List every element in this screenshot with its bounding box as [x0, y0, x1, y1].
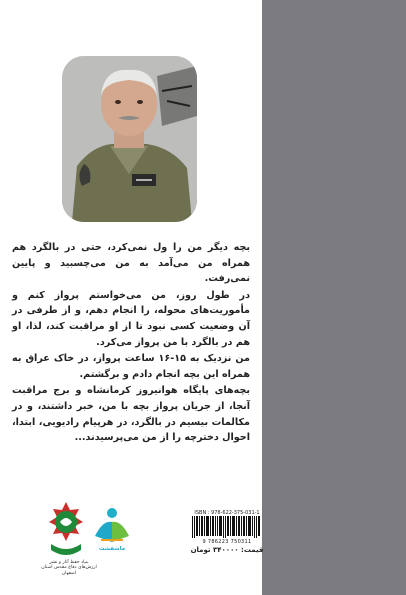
excerpt-paragraph: من نزدیک به ۱۵-۱۶ ساعت پرواز، در خاک عراق به همراه این بچه انجام دادم و برگشتم.	[12, 353, 250, 380]
excerpt-paragraph: در طول روز، من می‌خواستم پرواز کنم و مأموریت‌های محوله، را انجام دهم، و از طرفی در آن وضعیت کسی نبود تا از او مراقبت کند، لذا، او هم در بالگرد با من پرواز می‌کرد.	[12, 289, 250, 348]
barcode-icon	[191, 516, 261, 538]
foundation-logo-caption: بنیاد حفظ آثار و نشر ارزش‌های دفاع مقدس استان اصفهان	[41, 560, 97, 576]
excerpt-paragraph: بچه‌های پایگاه هوانیروز کرمانشاه و برج مراقبت آنجا، از جریان پرواز بچه با من، خبر داشتند، و در مکالمات بیسیم در بالگرد، در هرپیام رادیویی، ابتدا، احوال دخترچه را از من می‌پرسیدند...	[12, 385, 250, 444]
author-photo	[62, 56, 197, 222]
price-label: قیمت: ۳۴۰۰۰۰ تومان	[190, 546, 264, 554]
isbn-label: ISBN : 978-622-375-031-1	[194, 510, 260, 516]
pilot-portrait-image	[62, 56, 197, 222]
foundation-emblem-logo	[45, 500, 87, 560]
barcode-digits: 9 786223 750311	[202, 539, 252, 545]
book-spine	[262, 0, 406, 595]
excerpt-paragraph: بچه دیگر من را ول نمی‌کرد، حتی در بالگرد هم همراه من می‌آمد به من می‌چسبید و پایین نمی‌رفت.	[12, 242, 250, 285]
publisher-logo	[91, 506, 133, 546]
back-cover-excerpt	[12, 240, 250, 447]
publisher-logo-text: ماشفشت	[98, 546, 126, 552]
